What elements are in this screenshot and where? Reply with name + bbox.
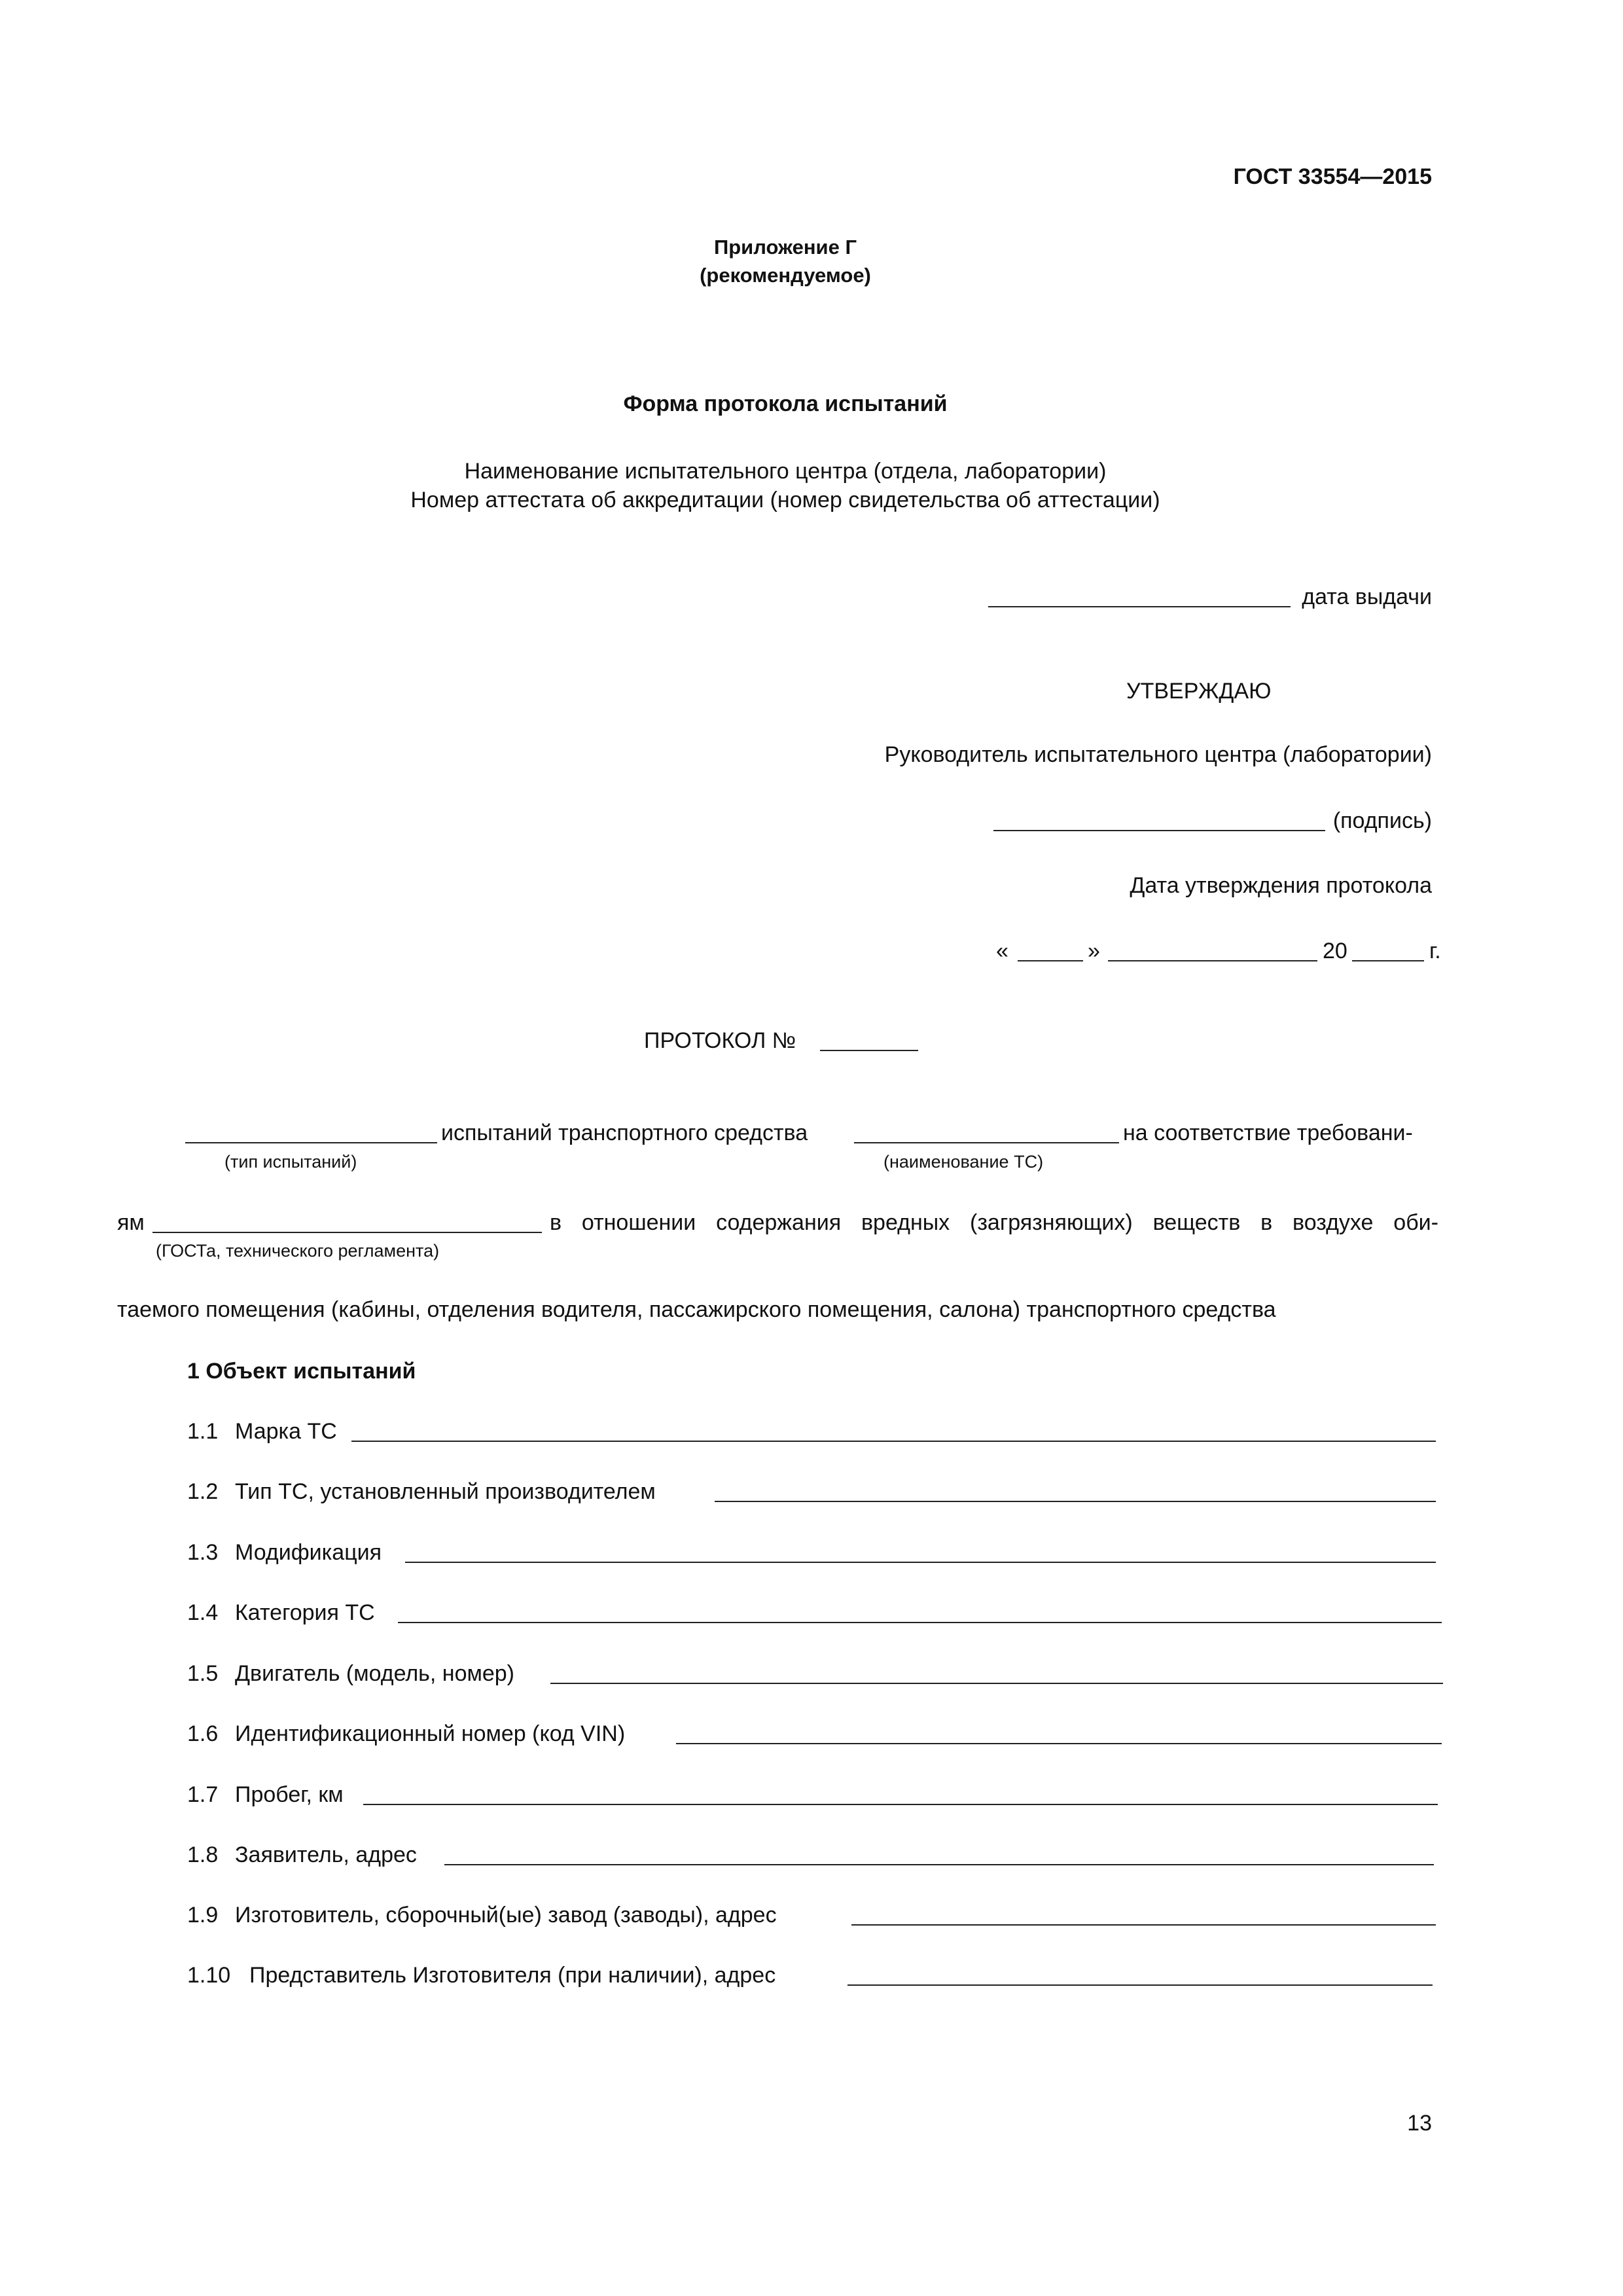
- item-label-manufacturer: Изготовитель, сборочный(ые) завод (заводы), адрес: [235, 1903, 777, 1928]
- year-prefix: 20: [1323, 939, 1347, 963]
- head-of-center-label: Руководитель испытательного центра (лаборатории): [884, 742, 1432, 767]
- item-number: 1.7: [187, 1782, 219, 1807]
- caption-standard: (ГОСТа, технического регламента): [156, 1241, 440, 1261]
- intro-line2-text: в отношении содержания вредных (загрязняющих) веществ в воздухе оби-: [550, 1210, 1438, 1235]
- field-representative[interactable]: [847, 1984, 1433, 1986]
- intro-text-1: испытаний транспортного средства: [441, 1121, 808, 1145]
- field-mileage[interactable]: [363, 1804, 1438, 1805]
- item-number: 1.3: [187, 1540, 219, 1565]
- item-label-type: Тип ТС, установленный производителем: [235, 1479, 656, 1504]
- section-heading: 1 Объект испытаний: [187, 1359, 416, 1384]
- field-applicant[interactable]: [444, 1864, 1434, 1865]
- standard-code: ГОСТ 33554—2015: [1233, 164, 1432, 189]
- date-open-quote: «: [996, 939, 1008, 963]
- field-brand[interactable]: [351, 1441, 1436, 1442]
- field-modification[interactable]: [405, 1562, 1436, 1563]
- field-category[interactable]: [398, 1622, 1442, 1623]
- item-label-applicant: Заявитель, адрес: [235, 1842, 417, 1867]
- intro-line2-prefix: ям: [117, 1210, 145, 1235]
- field-type[interactable]: [715, 1501, 1436, 1502]
- issue-date-blank[interactable]: [988, 606, 1291, 607]
- signature-blank[interactable]: [993, 830, 1325, 831]
- signature-label: (подпись): [1332, 808, 1432, 833]
- date-close-quote: »: [1088, 939, 1100, 963]
- standard-blank[interactable]: [152, 1232, 542, 1233]
- accreditation-line: Номер аттестата об аккредитации (номер свидетельства об аттестации): [410, 488, 1160, 512]
- intro-line3-text: таемого помещения (кабины, отделения водителя, пассажирского помещения, салона) транспортного средства: [117, 1297, 1276, 1322]
- item-label-brand: Марка ТС: [235, 1419, 337, 1444]
- test-type-blank[interactable]: [185, 1142, 437, 1143]
- approval-date-label: Дата утверждения протокола: [1130, 873, 1432, 898]
- vehicle-name-blank[interactable]: [854, 1142, 1119, 1143]
- field-manufacturer[interactable]: [851, 1924, 1436, 1926]
- form-title: Форма протокола испытаний: [623, 391, 948, 416]
- item-label-mileage: Пробег, км: [235, 1782, 344, 1807]
- appendix-title: Приложение Г: [713, 236, 857, 259]
- item-label-engine: Двигатель (модель, номер): [235, 1661, 514, 1686]
- intro-text-2: на соответствие требовани-: [1123, 1121, 1413, 1145]
- year-suffix: г.: [1429, 939, 1441, 963]
- item-label-category: Категория ТС: [235, 1600, 375, 1625]
- item-number: 1.2: [187, 1479, 219, 1504]
- protocol-label: ПРОТОКОЛ №: [644, 1028, 796, 1053]
- appendix-status: (рекомендуемое): [700, 264, 871, 287]
- item-number: 1.10: [187, 1963, 231, 1988]
- item-label-vin: Идентификационный номер (код VIN): [235, 1721, 626, 1746]
- caption-test-type: (тип испытаний): [224, 1152, 357, 1172]
- item-number: 1.8: [187, 1842, 219, 1867]
- item-number: 1.5: [187, 1661, 219, 1686]
- day-blank[interactable]: [1018, 960, 1083, 961]
- protocol-number-blank[interactable]: [820, 1050, 918, 1051]
- field-vin[interactable]: [676, 1743, 1442, 1744]
- year-blank[interactable]: [1352, 960, 1424, 961]
- item-label-representative: Представитель Изготовителя (при наличии), адрес: [249, 1963, 776, 1988]
- field-engine[interactable]: [550, 1683, 1443, 1684]
- item-label-modification: Модификация: [235, 1540, 382, 1565]
- item-number: 1.4: [187, 1600, 219, 1625]
- caption-vehicle-name: (наименование ТС): [883, 1152, 1044, 1172]
- month-blank[interactable]: [1108, 960, 1317, 961]
- issue-date-label: дата выдачи: [1302, 584, 1432, 609]
- item-number: 1.9: [187, 1903, 219, 1928]
- item-number: 1.6: [187, 1721, 219, 1746]
- item-number: 1.1: [187, 1419, 219, 1444]
- issuer-name-line: Наименование испытательного центра (отдела, лаборатории): [464, 459, 1107, 484]
- approve-word: УТВЕРЖДАЮ: [1126, 679, 1272, 704]
- page-number: 13: [1407, 2111, 1432, 2136]
